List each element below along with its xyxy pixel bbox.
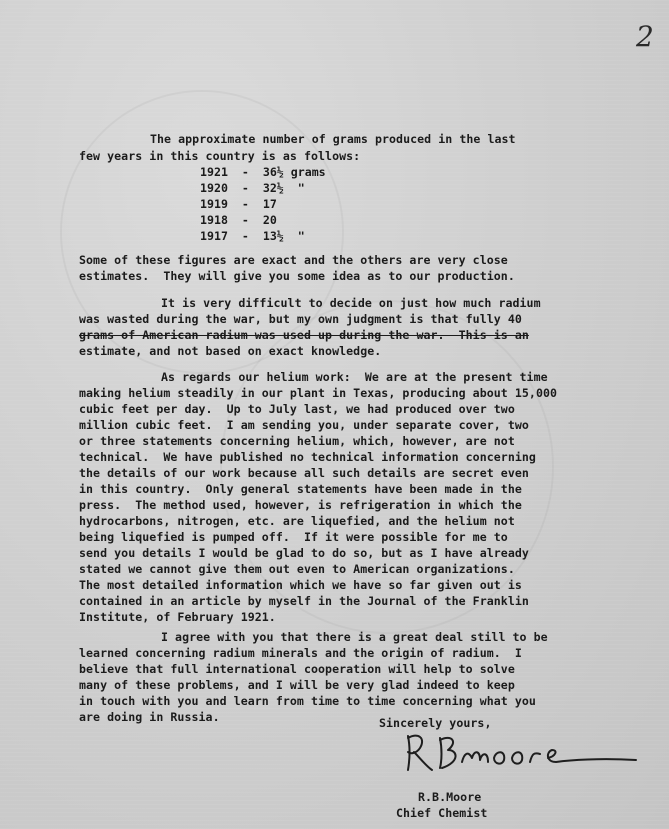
signer-name: R.B.Moore	[418, 790, 482, 804]
amount-cell: 32½ "	[262, 181, 305, 195]
paragraph-line: Some of these figures are exact and the others are very close	[79, 253, 508, 267]
paragraph-line: I agree with you that there is a great deal still to be	[161, 630, 548, 644]
paragraph-line: many of these problems, and I will be very glad indeed to keep	[79, 678, 515, 692]
paragraph-line: being liquefied is pumped off. If it were possible for me to	[79, 530, 508, 544]
intro-line: The approximate number of grams produced in the last	[150, 132, 516, 146]
amount-cell: 13½ "	[262, 229, 305, 243]
table-row	[200, 197, 277, 211]
closing: Sincerely yours,	[379, 716, 492, 730]
paragraph-line: send you details I would be glad to do so, but as I have already	[79, 546, 529, 560]
paragraph-line: are doing in Russia.	[79, 710, 220, 724]
amount-cell: 20	[262, 213, 277, 227]
paragraph-line: making helium steadily in our plant in Texas, producing about 15,000	[79, 386, 558, 400]
table-row	[200, 213, 277, 227]
paragraph-line: Institute, of February 1921.	[79, 610, 276, 624]
paragraph-line: contained in an article by myself in the Journal of the Franklin	[79, 594, 529, 608]
intro-line: few years in this country is as follows:	[79, 149, 361, 163]
dash-cell: -	[241, 197, 249, 211]
paragraph-line: was wasted during the war, but my own judgment is that fully 40	[79, 312, 522, 326]
table-row	[200, 229, 305, 243]
year-cell: 1920	[200, 181, 228, 195]
dash-cell: -	[241, 213, 249, 227]
year-cell: 1921	[200, 165, 228, 179]
struck-line: grams of American radium was used up during the war. This is an	[79, 328, 529, 342]
paragraph-line: press. The method used, however, is refrigeration in which the	[79, 498, 522, 512]
paragraph-line: As regards our helium work: We are at the present time	[161, 370, 548, 384]
paragraph-line: in this country. Only general statements have been made in the	[79, 482, 522, 496]
paragraph-line: hydrocarbons, nitrogen, etc. are liquefied, and the helium not	[79, 514, 515, 528]
dash-cell: -	[241, 229, 249, 243]
paragraph-line: the details of our work because all such details are secret even	[79, 466, 529, 480]
amount-cell: 17	[262, 197, 277, 211]
amount-cell: 36½ grams	[262, 165, 326, 179]
signature-icon	[400, 728, 640, 776]
page-number: 2	[636, 20, 654, 53]
year-cell: 1918	[200, 213, 228, 227]
paragraph-line: technical. We have published no technical information concerning	[79, 450, 536, 464]
paragraph-line: stated we cannot give them out even to American organizations.	[79, 562, 515, 576]
dash-cell: -	[241, 165, 249, 179]
paragraph-line: cubic feet per day. Up to July last, we had produced over two	[79, 402, 515, 416]
dash-cell: -	[241, 181, 249, 195]
year-cell: 1919	[200, 197, 228, 211]
paragraph-line: million cubic feet. I am sending you, under separate cover, two	[79, 418, 529, 432]
handwritten-signature	[400, 728, 640, 776]
year-cell: 1917	[200, 229, 228, 243]
paragraph-line: It is very difficult to decide on just how much radium	[161, 296, 541, 310]
paragraph-line: estimates. They will give you some idea as to our production.	[79, 269, 515, 283]
paragraph-line: or three statements concerning helium, which, however, are not	[79, 434, 515, 448]
table-row	[200, 181, 305, 195]
table-row	[200, 165, 326, 179]
paragraph-line: in touch with you and learn from time to time concerning what you	[79, 694, 536, 708]
paragraph-line: estimate, and not based on exact knowledge.	[79, 344, 382, 358]
paragraph-line: believe that full international cooperation will help to solve	[79, 662, 515, 676]
paragraph-line: The most detailed information which we have so far given out is	[79, 578, 522, 592]
paragraph-line: learned concerning radium minerals and the origin of radium. I	[79, 646, 522, 660]
signer-title: Chief Chemist	[396, 806, 488, 820]
